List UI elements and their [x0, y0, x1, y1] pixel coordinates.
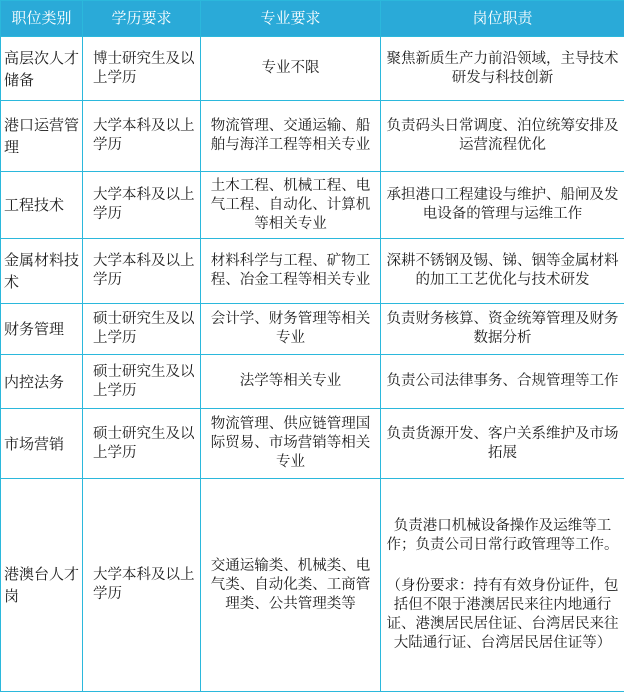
cell-education: 大学本科及以上学历 — [83, 239, 201, 304]
header-major: 专业要求 — [201, 1, 381, 37]
cell-education: 大学本科及以上学历 — [83, 172, 201, 239]
cell-education: 硕士研究生及以上学历 — [83, 409, 201, 479]
header-duties: 岗位职责 — [381, 1, 624, 37]
cell-major: 交通运输类、机械类、电气类、自动化类、工商管理类、公共管理类等 — [201, 479, 381, 692]
header-category: 职位类别 — [1, 1, 83, 37]
cell-education: 硕士研究生及以上学历 — [83, 355, 201, 409]
cell-major: 专业不限 — [201, 37, 381, 101]
table-row — [1, 37, 624, 101]
cell-category: 财务管理 — [1, 304, 83, 355]
cell-major: 物流管理、供应链管理国际贸易、市场营销等相关专业 — [201, 409, 381, 479]
table-row — [1, 355, 624, 409]
cell-education: 大学本科及以上学历 — [83, 479, 201, 692]
table-row — [1, 409, 624, 479]
cell-category: 工程技术 — [1, 172, 83, 239]
cell-category: 金属材料技术 — [1, 239, 83, 304]
cell-duties: 承担港口工程建设与维护、船闸及发电设备的管理与运维工作 — [381, 172, 624, 239]
cell-education: 博士研究生及以上学历 — [83, 37, 201, 101]
cell-category: 港口运营管理 — [1, 101, 83, 172]
cell-major: 法学等相关专业 — [201, 355, 381, 409]
cell-category: 市场营销 — [1, 409, 83, 479]
table-row — [1, 479, 624, 692]
cell-duties-with-note — [381, 479, 624, 692]
cell-category: 高层次人才储备 — [1, 37, 83, 101]
cell-major: 材料科学与工程、矿物工程、冶金工程等相关专业 — [201, 239, 381, 304]
header-education: 学历要求 — [83, 1, 201, 37]
cell-duties: 深耕不锈钢及锡、锑、铟等金属材料的加工工艺优化与技术研发 — [381, 239, 624, 304]
table-row — [1, 172, 624, 239]
cell-major: 土木工程、机械工程、电气工程、自动化、计算机等相关专业 — [201, 172, 381, 239]
cell-education: 硕士研究生及以上学历 — [83, 304, 201, 355]
cell-education: 大学本科及以上学历 — [83, 101, 201, 172]
cell-duties: 负责公司法律事务、合规管理等工作 — [381, 355, 624, 409]
table-header-row — [1, 1, 624, 37]
cell-duties: 负责货源开发、客户关系维护及市场拓展 — [381, 409, 624, 479]
table-row — [1, 239, 624, 304]
table-row — [1, 304, 624, 355]
cell-major: 会计学、财务管理等相关专业 — [201, 304, 381, 355]
cell-duties: 负责码头日常调度、泊位统筹安排及运营流程优化 — [381, 101, 624, 172]
cell-duties: 聚焦新质生产力前沿领域，主导技术研发与科技创新 — [381, 37, 624, 101]
table-row — [1, 101, 624, 172]
cell-category: 内控法务 — [1, 355, 83, 409]
cell-major: 物流管理、交通运输、船舶与海洋工程等相关专业 — [201, 101, 381, 172]
cell-category: 港澳台人才岗 — [1, 479, 83, 692]
identity-requirement-note: （身份要求：持有有效身份证件，包括但不限于港澳居民来往内地通行证、港澳居民居住证、台湾居民来往大陆通行证、台湾居民居住证等） — [386, 578, 619, 651]
cell-duties: 负责财务核算、资金统筹管理及财务数据分析 — [381, 304, 624, 355]
duties-text: 负责港口机械设备操作及运维等工作；负责公司日常行政管理等工作。 — [386, 518, 619, 553]
